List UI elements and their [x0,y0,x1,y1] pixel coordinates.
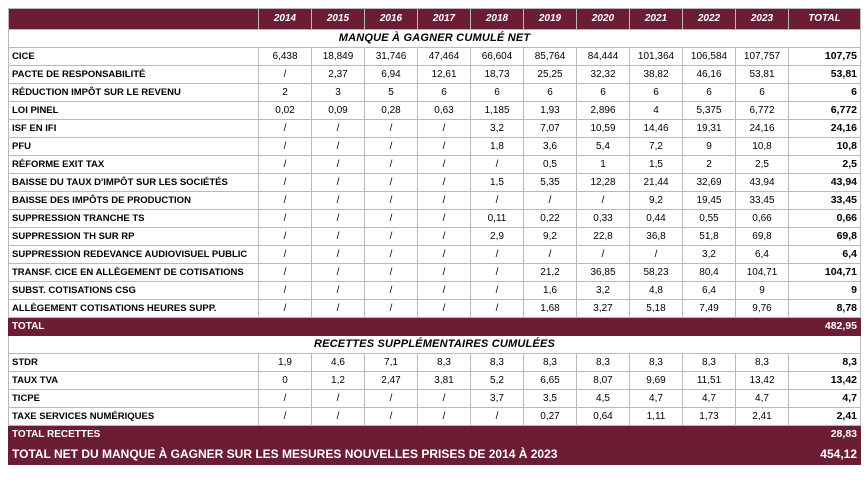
total-value: 482,95 [789,318,861,336]
cell-value: 6 [577,84,630,102]
cell-value: 3,2 [471,120,524,138]
cell-value: 106,584 [683,48,736,66]
total-row [9,318,861,336]
cell-value: 80,4 [683,264,736,282]
cell-value: 1,5 [630,156,683,174]
cell-value: 6 [630,84,683,102]
cell-value: / [259,138,312,156]
cell-value: 25,25 [524,66,577,84]
cell-value: 6,94 [365,66,418,84]
cell-value: 0,66 [736,210,789,228]
row-label: BAISSE DES IMPÔTS DE PRODUCTION [9,192,259,210]
cell-value: 18,73 [471,66,524,84]
cell-value: 2,41 [736,408,789,426]
cell-value: 1 [577,156,630,174]
cell-value: / [471,264,524,282]
table-row [9,120,861,138]
cell-value: 1,73 [683,408,736,426]
header-year: 2016 [365,9,418,30]
cell-value: 43,94 [736,174,789,192]
section-title: RECETTES SUPPLÉMENTAIRES CUMULÉES [9,336,861,354]
row-label: RÉDUCTION IMPÔT SUR LE REVENU [9,84,259,102]
cell-value: 85,764 [524,48,577,66]
cell-value: 4,7 [630,390,683,408]
cell-value: 19,31 [683,120,736,138]
row-total: 107,75 [789,48,861,66]
cell-value: 101,364 [630,48,683,66]
cell-value: 6,65 [524,372,577,390]
table-row [9,390,861,408]
cell-value: 0,5 [524,156,577,174]
cell-value: 2,47 [365,372,418,390]
cell-value: / [365,192,418,210]
cell-value: / [418,156,471,174]
cell-value: 2 [683,156,736,174]
cell-value: 4 [630,102,683,120]
cell-value: / [259,282,312,300]
cell-value: / [259,210,312,228]
cell-value: 3,5 [524,390,577,408]
cell-value: 9,2 [630,192,683,210]
row-total: 6,772 [789,102,861,120]
cell-value: / [418,174,471,192]
cell-value: 1,185 [471,102,524,120]
cell-value: 9 [683,138,736,156]
cell-value: 107,757 [736,48,789,66]
cell-value: / [577,192,630,210]
cell-value: 4,8 [630,282,683,300]
table-row [9,264,861,282]
cell-value: / [418,390,471,408]
cell-value: 66,604 [471,48,524,66]
header-year: 2017 [418,9,471,30]
cell-value: 6 [471,84,524,102]
cell-value: 6,4 [736,246,789,264]
cell-value: / [312,390,365,408]
row-label: SUPPRESSION TRANCHE TS [9,210,259,228]
row-label: TICPE [9,390,259,408]
cell-value: / [365,390,418,408]
cell-value: 4,7 [736,390,789,408]
cell-value: / [471,300,524,318]
cell-value: / [418,282,471,300]
cell-value: 12,61 [418,66,471,84]
row-label: RÉFORME EXIT TAX [9,156,259,174]
table-row [9,246,861,264]
cell-value: 2,37 [312,66,365,84]
cell-value: / [259,174,312,192]
total-recettes-row [9,426,861,444]
cell-value: / [418,408,471,426]
row-total: 69,8 [789,228,861,246]
header-year: 2018 [471,9,524,30]
row-label: PACTE DE RESPONSABILITÉ [9,66,259,84]
cell-value: / [312,408,365,426]
cell-value: 4,5 [577,390,630,408]
cell-value: / [577,246,630,264]
row-label: ISF EN IFI [9,120,259,138]
row-total: 104,71 [789,264,861,282]
cell-value: 32,69 [683,174,736,192]
header-row [9,9,861,30]
row-label: ALLÈGEMENT COTISATIONS HEURES SUPP. [9,300,259,318]
cell-value: 0,28 [365,102,418,120]
cell-value: 11,51 [683,372,736,390]
header-year: 2023 [736,9,789,30]
cell-value: 8,3 [683,354,736,372]
cell-value: 8,3 [736,354,789,372]
cell-value: 5,18 [630,300,683,318]
cell-value: 12,28 [577,174,630,192]
cell-value: 53,81 [736,66,789,84]
cell-value: 6 [418,84,471,102]
total-label: TOTAL [9,318,789,336]
net-total-value: 454,12 [789,444,861,465]
cell-value: 13,42 [736,372,789,390]
cell-value: / [259,66,312,84]
cell-value: / [365,300,418,318]
cell-value: / [312,156,365,174]
header-total: TOTAL [789,9,861,30]
cell-value: / [259,156,312,174]
cell-value: 10,8 [736,138,789,156]
cell-value: / [365,228,418,246]
header-year: 2019 [524,9,577,30]
cell-value: 38,82 [630,66,683,84]
row-total: 53,81 [789,66,861,84]
table-row [9,228,861,246]
cell-value: 8,07 [577,372,630,390]
cell-value: 18,849 [312,48,365,66]
cell-value: 0,64 [577,408,630,426]
cell-value: 31,746 [365,48,418,66]
cell-value: 0,63 [418,102,471,120]
cell-value: 2,896 [577,102,630,120]
table-row [9,174,861,192]
cell-value: 4,7 [683,390,736,408]
cell-value: 3,6 [524,138,577,156]
cell-value: 6 [524,84,577,102]
cell-value: 5 [365,84,418,102]
row-total: 13,42 [789,372,861,390]
row-label: SUBST. COTISATIONS CSG [9,282,259,300]
header-year: 2014 [259,9,312,30]
cell-value: 58,23 [630,264,683,282]
cell-value: / [418,138,471,156]
cell-value: 0,27 [524,408,577,426]
section-title: MANQUE À GAGNER CUMULÉ NET [9,30,861,48]
cell-value: / [259,228,312,246]
table-row [9,48,861,66]
cell-value: 0,55 [683,210,736,228]
cell-value: / [312,210,365,228]
cell-value: 5,4 [577,138,630,156]
cell-value: 5,35 [524,174,577,192]
cell-value: 1,8 [471,138,524,156]
fiscal-table-wrapper [8,8,860,465]
cell-value: / [365,210,418,228]
cell-value: 1,5 [471,174,524,192]
cell-value: / [312,264,365,282]
cell-value: / [259,264,312,282]
cell-value: / [365,246,418,264]
cell-value: 51,8 [683,228,736,246]
cell-value: 9,76 [736,300,789,318]
cell-value: / [312,282,365,300]
cell-value: / [312,138,365,156]
cell-value: 0,09 [312,102,365,120]
cell-value: 10,59 [577,120,630,138]
cell-value: 1,11 [630,408,683,426]
cell-value: 21,2 [524,264,577,282]
table-row [9,156,861,174]
row-label: SUPPRESSION REDEVANCE AUDIOVISUEL PUBLIC [9,246,259,264]
cell-value: 8,3 [630,354,683,372]
cell-value: 46,16 [683,66,736,84]
table-row [9,210,861,228]
cell-value: 5,2 [471,372,524,390]
cell-value: 1,2 [312,372,365,390]
cell-value: / [259,408,312,426]
cell-value: 2,5 [736,156,789,174]
total-recettes-value: 28,83 [789,426,861,444]
fiscal-measures-table [8,8,861,465]
cell-value: 14,46 [630,120,683,138]
cell-value: / [418,264,471,282]
net-total-label: TOTAL NET DU MANQUE À GAGNER SUR LES MESURES NOUVELLES PRISES DE 2014 À 2023 [9,444,789,465]
cell-value: / [365,120,418,138]
header-year: 2015 [312,9,365,30]
cell-value: 1,9 [259,354,312,372]
cell-value: 8,3 [471,354,524,372]
cell-value: 0 [259,372,312,390]
cell-value: 84,444 [577,48,630,66]
cell-value: 7,2 [630,138,683,156]
row-label: BAISSE DU TAUX D'IMPÔT SUR LES SOCIÉTÉS [9,174,259,192]
cell-value: 1,93 [524,102,577,120]
row-total: 4,7 [789,390,861,408]
cell-value: / [365,138,418,156]
cell-value: 32,32 [577,66,630,84]
row-label: TRANSF. CICE EN ALLÈGEMENT DE COTISATIONS [9,264,259,282]
cell-value: 8,3 [418,354,471,372]
cell-value: 6 [683,84,736,102]
header-year: 2021 [630,9,683,30]
cell-value: / [418,210,471,228]
row-total: 10,8 [789,138,861,156]
row-label: CICE [9,48,259,66]
cell-value: / [471,246,524,264]
row-total: 2,41 [789,408,861,426]
row-total: 8,78 [789,300,861,318]
cell-value: 2,9 [471,228,524,246]
row-total: 33,45 [789,192,861,210]
table-row [9,282,861,300]
row-label: STDR [9,354,259,372]
header-year: 2020 [577,9,630,30]
header-blank [9,9,259,30]
cell-value: 19,45 [683,192,736,210]
cell-value: / [312,120,365,138]
cell-value: 36,8 [630,228,683,246]
cell-value: / [630,246,683,264]
cell-value: / [365,282,418,300]
table-row [9,354,861,372]
cell-value: 22,8 [577,228,630,246]
cell-value: 7,07 [524,120,577,138]
cell-value: / [365,264,418,282]
cell-value: 0,22 [524,210,577,228]
cell-value: 8,3 [577,354,630,372]
section-title-row [9,336,861,354]
cell-value: 3 [312,84,365,102]
table-row [9,84,861,102]
cell-value: / [365,174,418,192]
cell-value: / [312,300,365,318]
cell-value: 1,68 [524,300,577,318]
cell-value: / [259,120,312,138]
cell-value: 104,71 [736,264,789,282]
cell-value: 33,45 [736,192,789,210]
row-label: TAUX TVA [9,372,259,390]
cell-value: 3,7 [471,390,524,408]
cell-value: / [418,300,471,318]
cell-value: / [259,300,312,318]
cell-value: / [524,192,577,210]
row-label: SUPPRESSION TH SUR RP [9,228,259,246]
cell-value: 7,49 [683,300,736,318]
cell-value: / [312,192,365,210]
cell-value: 6,772 [736,102,789,120]
cell-value: 6 [736,84,789,102]
cell-value: 4,6 [312,354,365,372]
cell-value: / [312,228,365,246]
cell-value: 9,2 [524,228,577,246]
cell-value: / [471,282,524,300]
cell-value: 3,27 [577,300,630,318]
cell-value: 0,11 [471,210,524,228]
cell-value: / [418,120,471,138]
cell-value: 5,375 [683,102,736,120]
total-recettes-label: TOTAL RECETTES [9,426,789,444]
cell-value: / [312,174,365,192]
row-total: 6 [789,84,861,102]
cell-value: 69,8 [736,228,789,246]
cell-value: / [259,246,312,264]
cell-value: 9,69 [630,372,683,390]
table-row [9,300,861,318]
cell-value: / [418,228,471,246]
cell-value: / [471,408,524,426]
cell-value: / [259,192,312,210]
cell-value: 24,16 [736,120,789,138]
row-total: 9 [789,282,861,300]
row-total: 24,16 [789,120,861,138]
cell-value: / [365,156,418,174]
cell-value: 0,02 [259,102,312,120]
net-total-row [9,444,861,465]
cell-value: 6,4 [683,282,736,300]
cell-value: 1,6 [524,282,577,300]
cell-value: / [471,156,524,174]
row-label: LOI PINEL [9,102,259,120]
table-row [9,66,861,84]
cell-value: 47,464 [418,48,471,66]
cell-value: 2 [259,84,312,102]
table-row [9,138,861,156]
row-total: 43,94 [789,174,861,192]
cell-value: 3,2 [683,246,736,264]
cell-value: / [312,246,365,264]
cell-value: 3,2 [577,282,630,300]
row-label: TAXE SERVICES NUMÉRIQUES [9,408,259,426]
row-total: 6,4 [789,246,861,264]
table-row [9,372,861,390]
cell-value: / [418,192,471,210]
cell-value: 0,33 [577,210,630,228]
cell-value: / [365,408,418,426]
cell-value: 0,44 [630,210,683,228]
cell-value: / [524,246,577,264]
cell-value: 9 [736,282,789,300]
cell-value: / [418,246,471,264]
cell-value: 6,438 [259,48,312,66]
header-year: 2022 [683,9,736,30]
cell-value: 8,3 [524,354,577,372]
table-row [9,102,861,120]
row-total: 8,3 [789,354,861,372]
table-row [9,408,861,426]
cell-value: 21,44 [630,174,683,192]
section-title-row [9,30,861,48]
cell-value: 7,1 [365,354,418,372]
row-total: 2,5 [789,156,861,174]
cell-value: / [259,390,312,408]
row-total: 0,66 [789,210,861,228]
cell-value: 3,81 [418,372,471,390]
row-label: PFU [9,138,259,156]
table-row [9,192,861,210]
cell-value: / [471,192,524,210]
cell-value: 36,85 [577,264,630,282]
